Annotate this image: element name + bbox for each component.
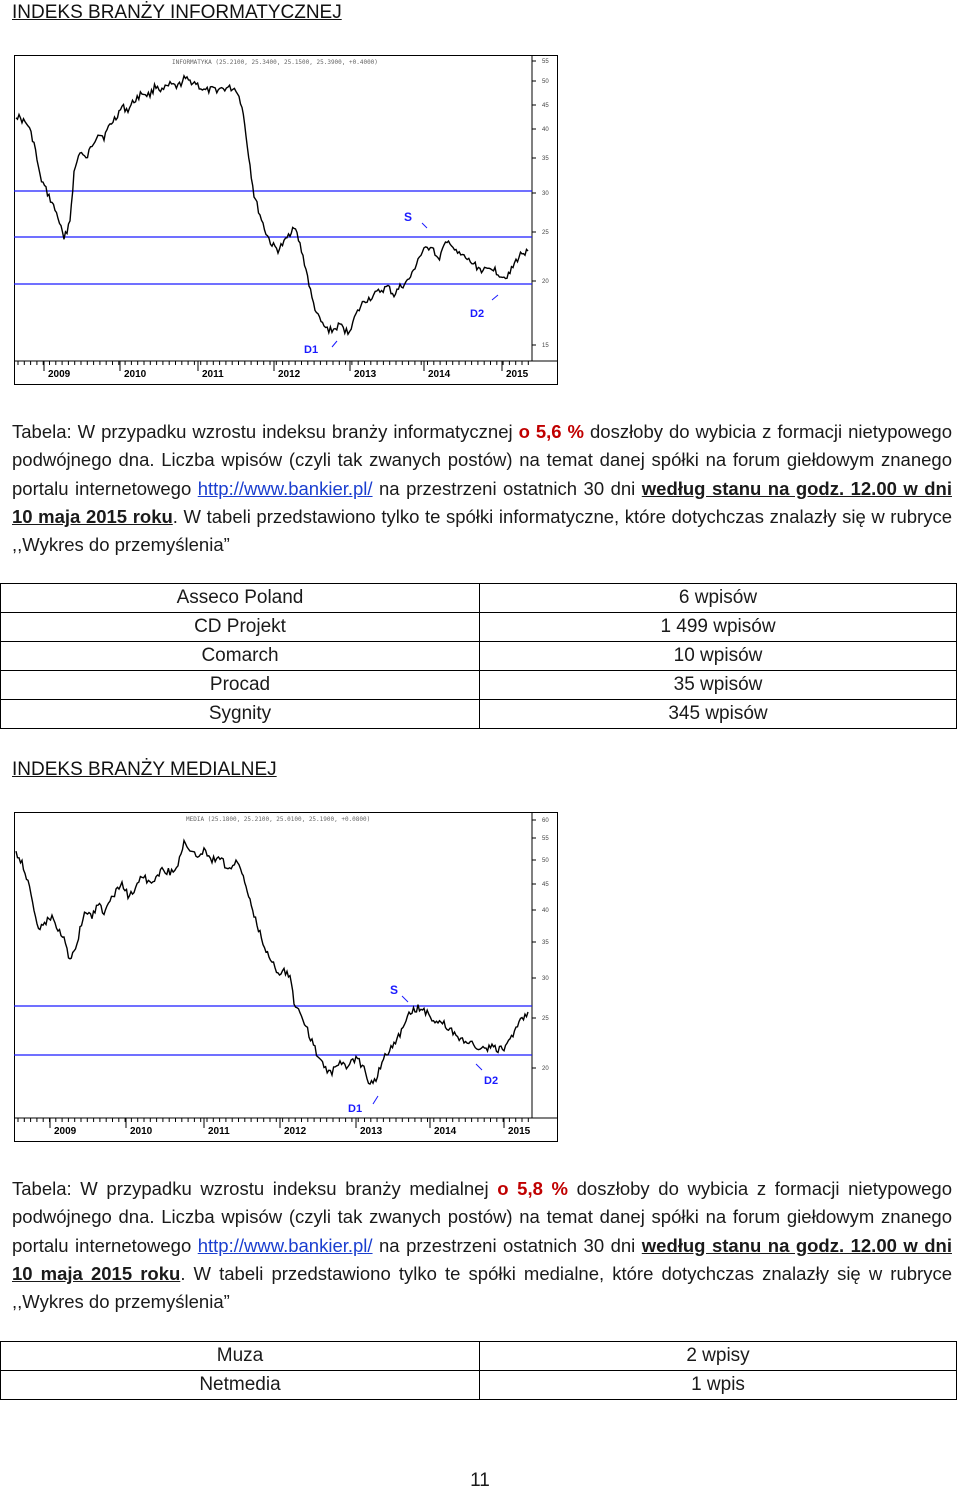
chart-header: MEDIA (25.1800, 25.2100, 25.0100, 25.1900, +0.0800) bbox=[186, 816, 371, 823]
y-tick-label: 20 bbox=[542, 279, 549, 285]
x-tick-label: 2009 bbox=[54, 1126, 77, 1137]
y-tick-label: 40 bbox=[542, 908, 549, 914]
y-tick-label: 15 bbox=[542, 343, 549, 349]
growth-percent: o 5,8 % bbox=[497, 1178, 568, 1199]
x-tick-label: 2014 bbox=[434, 1126, 457, 1137]
bankier-link[interactable]: http://www.bankier.pl/ bbox=[197, 1234, 373, 1256]
paragraph-media: Tabela: W przypadku wzrostu indeksu branży medialnej o 5,8 % doszłoby do wybicia z formacji nietypowego podwójnego dna. Liczba wpisów (czyli tak zwanych postów) na temat danej spółki na forum giełdowym znanego portalu internetowego http://www.bankier.pl/ na przestrzeni ostatnich 30 dni według stanu na godz. 12.00 w dni 10 maja 2015 roku. W tabeli przedstawiono tylko te spółki medialne, które dotychczas znalazły się w rubryce ,,Wykres do przemyślenia” bbox=[12, 1178, 953, 1313]
company-cell: CD Projekt bbox=[1, 613, 480, 642]
y-tick-label: 25 bbox=[542, 1016, 549, 1022]
posts-cell: 1 499 wpisów bbox=[480, 613, 957, 642]
y-tick-label: 45 bbox=[542, 882, 549, 888]
company-cell: Comarch bbox=[1, 642, 480, 671]
table-row bbox=[1, 584, 957, 613]
y-tick-label: 45 bbox=[542, 103, 549, 109]
label-s: S bbox=[390, 983, 399, 997]
y-tick-label: 50 bbox=[542, 858, 549, 864]
posts-cell: 6 wpisów bbox=[480, 584, 957, 613]
x-tick-label: 2010 bbox=[130, 1126, 153, 1137]
y-tick-label: 35 bbox=[542, 156, 549, 162]
posts-cell: 1 wpis bbox=[480, 1371, 957, 1400]
x-tick-label: 2012 bbox=[278, 369, 301, 380]
posts-cell: 345 wpisów bbox=[480, 700, 957, 729]
table-row bbox=[1, 700, 957, 729]
company-cell: Procad bbox=[1, 671, 480, 700]
table-row bbox=[1, 1371, 957, 1400]
x-tick-label: 2010 bbox=[124, 369, 147, 380]
company-cell: Sygnity bbox=[1, 700, 480, 729]
section-heading-media: INDEKS BRANŻY MEDIALNEJ bbox=[12, 759, 277, 780]
table-row bbox=[1, 642, 957, 671]
y-tick-label: 35 bbox=[542, 940, 549, 946]
company-cell: Netmedia bbox=[1, 1371, 480, 1400]
table-row bbox=[1, 671, 957, 700]
x-tick-label: 2014 bbox=[428, 369, 451, 380]
y-tick-label: 20 bbox=[542, 1066, 549, 1072]
date-stamp: według stanu na godz. 12.00 w dni 10 maja 2015 roku bbox=[12, 1234, 952, 1284]
chart-frame bbox=[15, 56, 558, 385]
paragraph-informatics: Tabela: W przypadku wzrostu indeksu branży informatycznej o 5,6 % doszłoby do wybicia z formacji nietypowego podwójnego dna. Liczba wpisów (czyli tak zwanych postów) na temat danej spółki na forum giełdowym znanego portalu internetowego http://www.bankier.pl/ na przestrzeni ostatnich 30 dni według stanu na godz. 12.00 w dni 10 maja 2015 roku. W tabeli przedstawiono tylko te spółki informatyczne, które dotychczas znalazły się w rubryce ,,Wykres do przemyślenia” bbox=[12, 421, 953, 556]
page-number: 11 bbox=[470, 1470, 490, 1491]
y-tick-label: 30 bbox=[542, 976, 549, 982]
label-s: S bbox=[404, 210, 413, 224]
y-tick-label: 55 bbox=[542, 836, 549, 842]
company-cell: Muza bbox=[1, 1342, 480, 1371]
chart-frame bbox=[15, 813, 558, 1142]
x-tick-label: 2011 bbox=[202, 369, 224, 380]
posts-cell: 2 wpisy bbox=[480, 1342, 957, 1371]
posts-table-media bbox=[0, 1341, 957, 1400]
table-row bbox=[1, 613, 957, 642]
x-tick-label: 2009 bbox=[48, 369, 71, 380]
informatics-index-chart bbox=[14, 55, 558, 385]
y-tick-label: 50 bbox=[542, 79, 549, 85]
table-row bbox=[1, 1342, 957, 1371]
label-d2: D2 bbox=[484, 1075, 499, 1087]
media-index-chart bbox=[14, 812, 558, 1142]
y-tick-label: 40 bbox=[542, 127, 549, 133]
y-tick-label: 30 bbox=[542, 191, 549, 197]
chart-header: INFORMATYKA (25.2100, 25.3400, 25.1500, 25.3900, +0.4000) bbox=[172, 59, 378, 66]
label-d2: D2 bbox=[470, 308, 485, 320]
x-tick-label: 2015 bbox=[508, 1126, 531, 1137]
y-tick-label: 25 bbox=[542, 230, 549, 236]
y-tick-label: 55 bbox=[542, 59, 549, 65]
posts-cell: 35 wpisów bbox=[480, 671, 957, 700]
company-cell: Asseco Poland bbox=[1, 584, 480, 613]
growth-percent: o 5,6 % bbox=[518, 421, 585, 442]
x-tick-label: 2012 bbox=[284, 1126, 307, 1137]
posts-table-informatics bbox=[0, 583, 957, 729]
x-tick-label: 2011 bbox=[208, 1126, 230, 1137]
label-d1: D1 bbox=[348, 1103, 363, 1115]
section-heading-informatics: INDEKS BRANŻY INFORMATYCZNEJ bbox=[12, 2, 342, 23]
posts-cell: 10 wpisów bbox=[480, 642, 957, 671]
x-tick-label: 2015 bbox=[506, 369, 529, 380]
date-stamp: według stanu na godz. 12.00 w dni 10 maja 2015 roku bbox=[12, 477, 952, 527]
x-tick-label: 2013 bbox=[360, 1126, 383, 1137]
bankier-link[interactable]: http://www.bankier.pl/ bbox=[197, 477, 373, 499]
x-tick-label: 2013 bbox=[354, 369, 377, 380]
y-tick-label: 60 bbox=[542, 818, 549, 824]
label-d1: D1 bbox=[304, 344, 319, 356]
